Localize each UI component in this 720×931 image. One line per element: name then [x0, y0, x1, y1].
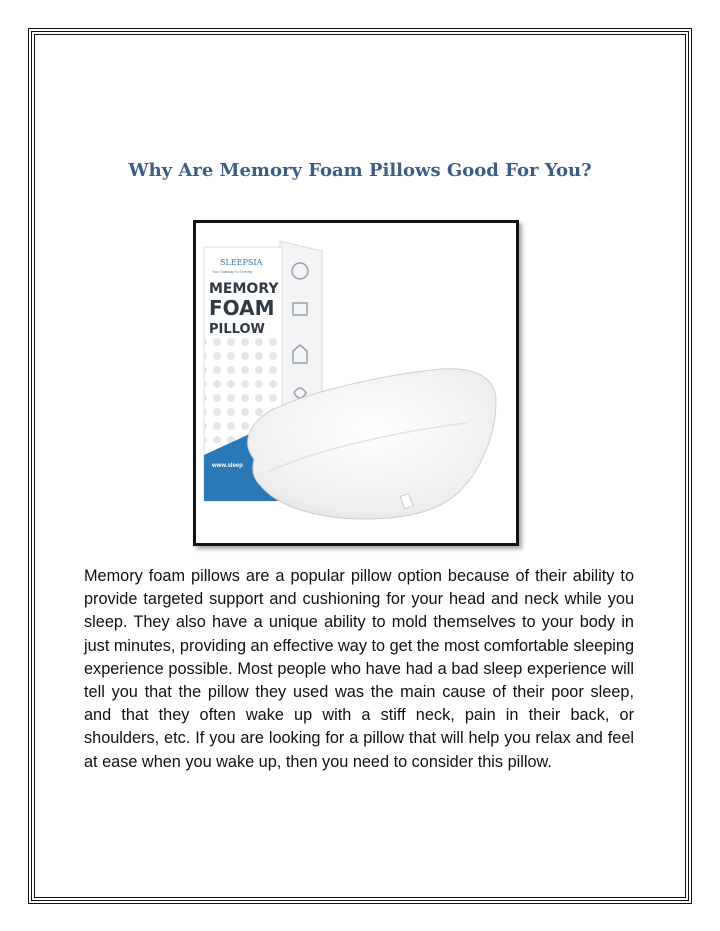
box-brand: SLEEPSIA — [220, 258, 263, 267]
box-tagline: Your Gateway To Serenity — [212, 270, 253, 274]
page-title: Why Are Memory Foam Pillows Good For You? — [128, 160, 592, 181]
box-line-memory: MEMORY — [209, 281, 279, 297]
box-line-pillow: PILLOW — [209, 322, 265, 337]
product-image-frame — [193, 220, 519, 546]
box-website: www.sleep — [212, 463, 243, 469]
body-paragraph: Memory foam pillows are a popular pillow option because of their ability to provide targeted support and cushioning for your head and neck while you sleep. They also have a unique ability to mold themselves to your body in just minutes, providing an effective way to get the most comfortable sleeping experience possible. Most people who have had a bad sleep experience will tell you that the pillow they used was the main cause of their poor sleep, and that they often wake up with a stiff neck, pain in their back, or shoulders, etc. If you are looking for a pillow that will help you relax and feel at ease when you wake up, then you need to consider this pillow. — [84, 567, 634, 771]
product-image — [196, 223, 516, 543]
box-line-foam: FOAM — [209, 296, 275, 320]
